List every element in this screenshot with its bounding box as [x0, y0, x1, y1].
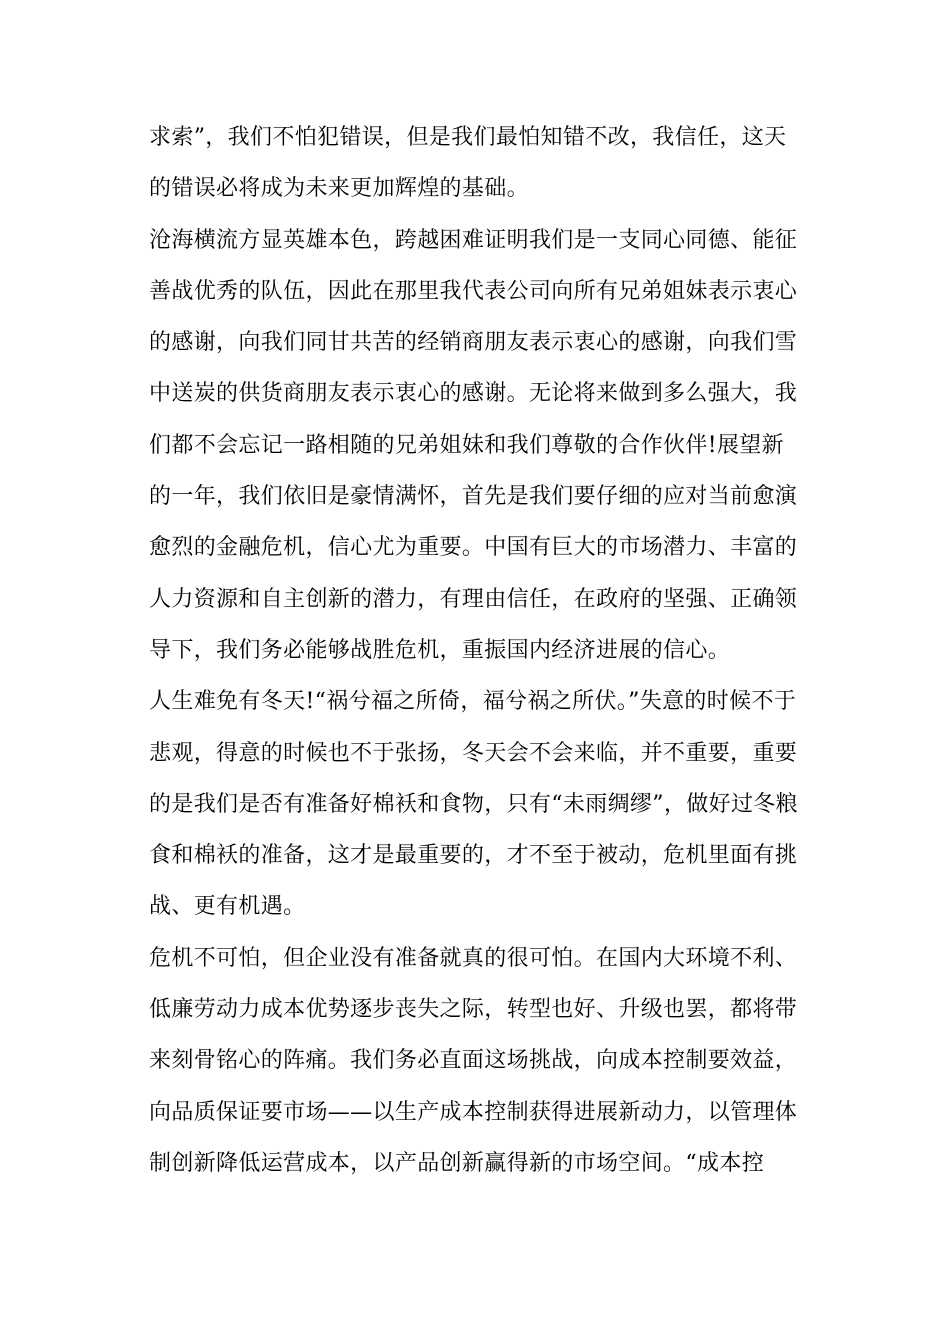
text-line: 悲观，得意的时候也不于张扬，冬天会不会来临，并不重要，重要	[149, 740, 798, 766]
text-line: 人力资源和自主创新的潜力，有理由信任，在政府的坚强、正确领	[149, 586, 798, 612]
text-line: 沧海横流方显英雄本色，跨越困难证明我们是一支同心同德、能征	[149, 227, 798, 253]
text-line: 食和棉袄的准备，这才是最重要的，才不至于被动，危机里面有挑	[149, 843, 798, 869]
text-line: 求索”，我们不怕犯错误，但是我们最怕知错不改，我信任，这天	[149, 125, 787, 150]
text-line: 来刻骨铭心的阵痛。我们务必直面这场挑战，向成本控制要效益，	[149, 1048, 798, 1074]
text-line: 愈烈的金融危机，信心尤为重要。中国有巨大的市场潜力、丰富的	[149, 535, 798, 561]
text-line: 善战优秀的队伍，因此在那里我代表公司向所有兄弟姐妹表示衷心	[149, 278, 798, 304]
text-line: 向品质保证要市场——以生产成本控制获得进展新动力，以管理体	[149, 1099, 798, 1125]
text-line: 战、更有机遇。	[149, 894, 306, 920]
text-line: 的错误必将成为未来更加辉煌的基础。	[149, 176, 529, 202]
text-line: 的感谢，向我们同甘共苦的经销商朋友表示衷心的感谢，向我们雪	[149, 330, 798, 356]
document-body	[149, 112, 809, 1189]
text-line: 制创新降低运营成本，以产品创新赢得新的市场空间。“成本控	[149, 1150, 765, 1176]
text-line: 导下，我们务必能够战胜危机，重振国内经济进展的信心。	[149, 637, 731, 663]
text-line: 中送炭的供货商朋友表示衷心的感谢。无论将来做到多么强大，我	[149, 381, 798, 407]
text-line: 低廉劳动力成本优势逐步丧失之际，转型也好、升级也罢，都将带	[149, 997, 798, 1023]
text-line: 的是我们是否有准备好棉袄和食物，只有“未雨绸缪”，做好过冬粮	[149, 791, 798, 817]
text-line: 人生难免有冬天!“祸兮福之所倚，福兮祸之所伏。”失意的时候不于	[149, 689, 797, 715]
text-line: 的一年，我们依旧是豪情满怀，首先是我们要仔细的应对当前愈演	[149, 484, 798, 510]
text-line: 危机不可怕，但企业没有准备就真的很可怕。在国内大环境不利、	[149, 945, 798, 971]
text-line: 们都不会忘记一路相随的兄弟姐妹和我们尊敬的合作伙伴!展望新	[149, 432, 784, 458]
